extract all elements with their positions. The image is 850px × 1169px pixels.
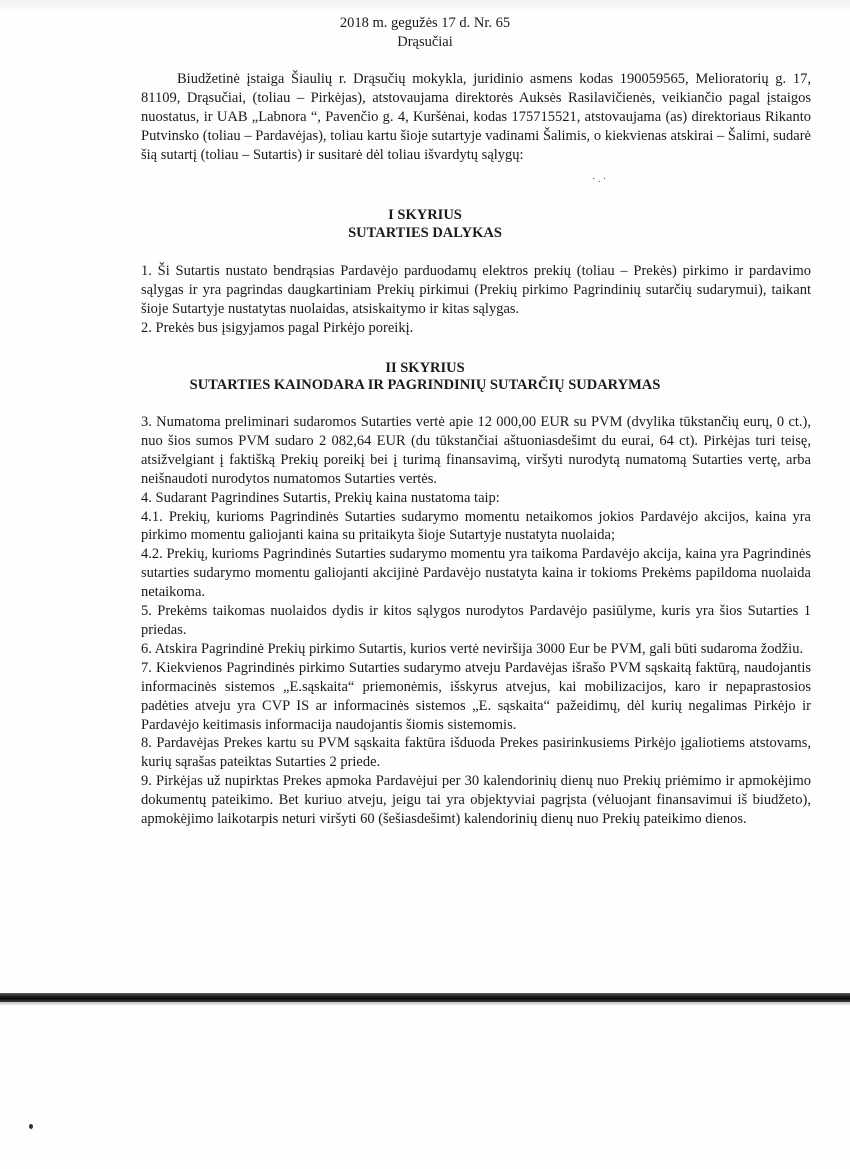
clause-3: 3. Numatoma preliminari sudaromos Sutarties vertė apie 12 000,00 EUR su PVM (dvylika tūkstančių eurų, 0 ct.), nuo šios sumos PVM sudaro 2 082,64 EUR (du tūkstančiai aštuoniasdešimt du eurai, 64 ct). Pirkėjas turi teisę, atsižvelgiant į faktišką Prekių poreikį bei į turimą finansavimą, viršyti nurodytą numatomą Sutarties vertę, arba neišnaudoti nurodytos numatomos Sutarties vertės. <box>141 414 811 487</box>
section-1-number: I SKYRIUS <box>388 207 462 223</box>
clause-5: 5. Prekėms taikomas nuolaidos dydis ir kitos sąlygos nurodytos Pardavėjo pasiūlyme, kuris yra šios Sutarties 1 priedas. <box>141 603 811 638</box>
section-2-number: II SKYRIUS <box>385 360 465 376</box>
section-1-body <box>141 262 811 338</box>
section-1-title: SUTARTIES DALYKAS <box>348 225 502 241</box>
scan-dot <box>29 1124 33 1129</box>
clause-2: 2. Prekės bus įsigyjamos pagal Pirkėjo poreikį. <box>141 319 414 336</box>
clause-7: 7. Kiekvienos Pagrindinės pirkimo Sutarties sudarymo atveju Pardavėjas išrašo PVM sąskaitą faktūrą, naudojantis informacinės sistemos „E.sąskaita“ priemonėmis, išskyrus atvejus, kai mobilizacijos, karo ir nepaprastosios padėties atveju yra CVP IS ar informacinės sistemos „E. sąskaita“ pažeidimų, dėl kurių negalimas Pirkėjo ir Pardavėjo keitimasis informacija naudojantis šiomis sistemomis. <box>141 659 811 733</box>
document-date-number: 2018 m. gegužės 17 d. Nr. 65 <box>339 15 511 31</box>
clause-4-1: 4.1. Prekių, kurioms Pagrindinės Sutarties sudarymo momentu netaikomos jokios Pardavėjo akcijos, kaina yra pirkimo momentu galiojanti kaina su pritaikyta šioje Sutartyje nustatyta nuolaida; <box>141 508 811 544</box>
clause-9: 9. Pirkėjas už nupirktas Prekes apmoka Pardavėjui per 30 kalendorinių dienų nuo Prekių priėmimo ir apmokėjimo dokumentų pateikimo. Bet kuriuo atveju, jeigu tai yra objektyviai pagrįsta (vėluojant finansavimui iš biudžeto), apmokėjimo laikotarpis neturi viršyti 60 (šešiasdešimt) kalendorinių dienų nuo Prekių pateikimo dienos. <box>141 773 811 828</box>
clause-4-2: 4.2. Prekių, kurioms Pagrindinės Sutarties sudarymo momentu yra taikoma Pardavėjo akcija, kaina yra Pagrindinės sutarties sudarymo momentu galiojanti akcijinė Pardavėjo nustatyta kaina ir tokioms Prekėms papildoma nuolaida netaikoma. <box>141 546 811 601</box>
scan-artifact-shadow <box>0 1002 850 1006</box>
clause-8: 8. Pardavėjas Prekes kartu su PVM sąskaita faktūra išduoda Prekes pasirinkusiems Pirkėjo įgaliotiems atstovams, kurių sąrašas pateiktas Sutarties 2 priede. <box>141 735 811 771</box>
section-2-body <box>141 413 811 829</box>
scan-speck: · . · <box>592 174 607 185</box>
document-place: Drąsučiai <box>397 34 453 50</box>
scan-top-edge <box>0 0 850 12</box>
intro-paragraph: Biudžetinė įstaiga Šiaulių r. Drąsučių mokykla, juridinio asmens kodas 190059565, Melioratorių g. 17, 81109, Drąsučiai, (toliau – Pirkėjas), atstovaujama direktorės Auksės Rasilavičienės, veikiančio pagal įstaigos nuostatus, ir UAB „Labnora “, Pavenčio g. 4, Kuršėnai, kodas 175715521, atstovaujama (as) direktoriaus Rikanto Putvinsko (toliau – Pardavėjas), toliau kartu šioje sutartyje vadinami Šalimis, o kiekvienas atskirai – Šalimi, sudarė šią sutartį (toliau – Sutartis) ir susitarė dėl toliau išvardytų sąlygų: <box>141 71 811 163</box>
section-2-title: SUTARTIES KAINODARA IR PAGRINDINIŲ SUTARČIŲ SUDARYMAS <box>189 377 661 393</box>
clause-6: 6. Atskira Pagrindinė Prekių pirkimo Sutartis, kurios vertė neviršija 3000 Eur be PVM, gali būti sudaroma žodžiu. <box>141 640 804 657</box>
scan-artifact-bar <box>0 993 850 1002</box>
clause-1: 1. Ši Sutartis nustato bendrąsias Pardavėjo parduodamų elektros prekių (toliau – Prekės) pirkimo ir pardavimo sąlygas ir yra pagrindas daugkartiniam Prekių pirkimui (Prekių pirkimo Pagrindinių sutarčių sudarymui), taikant šioje Sutartyje nustatytas nuolaidas, atsiskaitymo ir kitas sąlygas. <box>141 263 811 317</box>
clause-4: 4. Sudarant Pagrindines Sutartis, Prekių kaina nustatoma taip: <box>141 489 500 506</box>
